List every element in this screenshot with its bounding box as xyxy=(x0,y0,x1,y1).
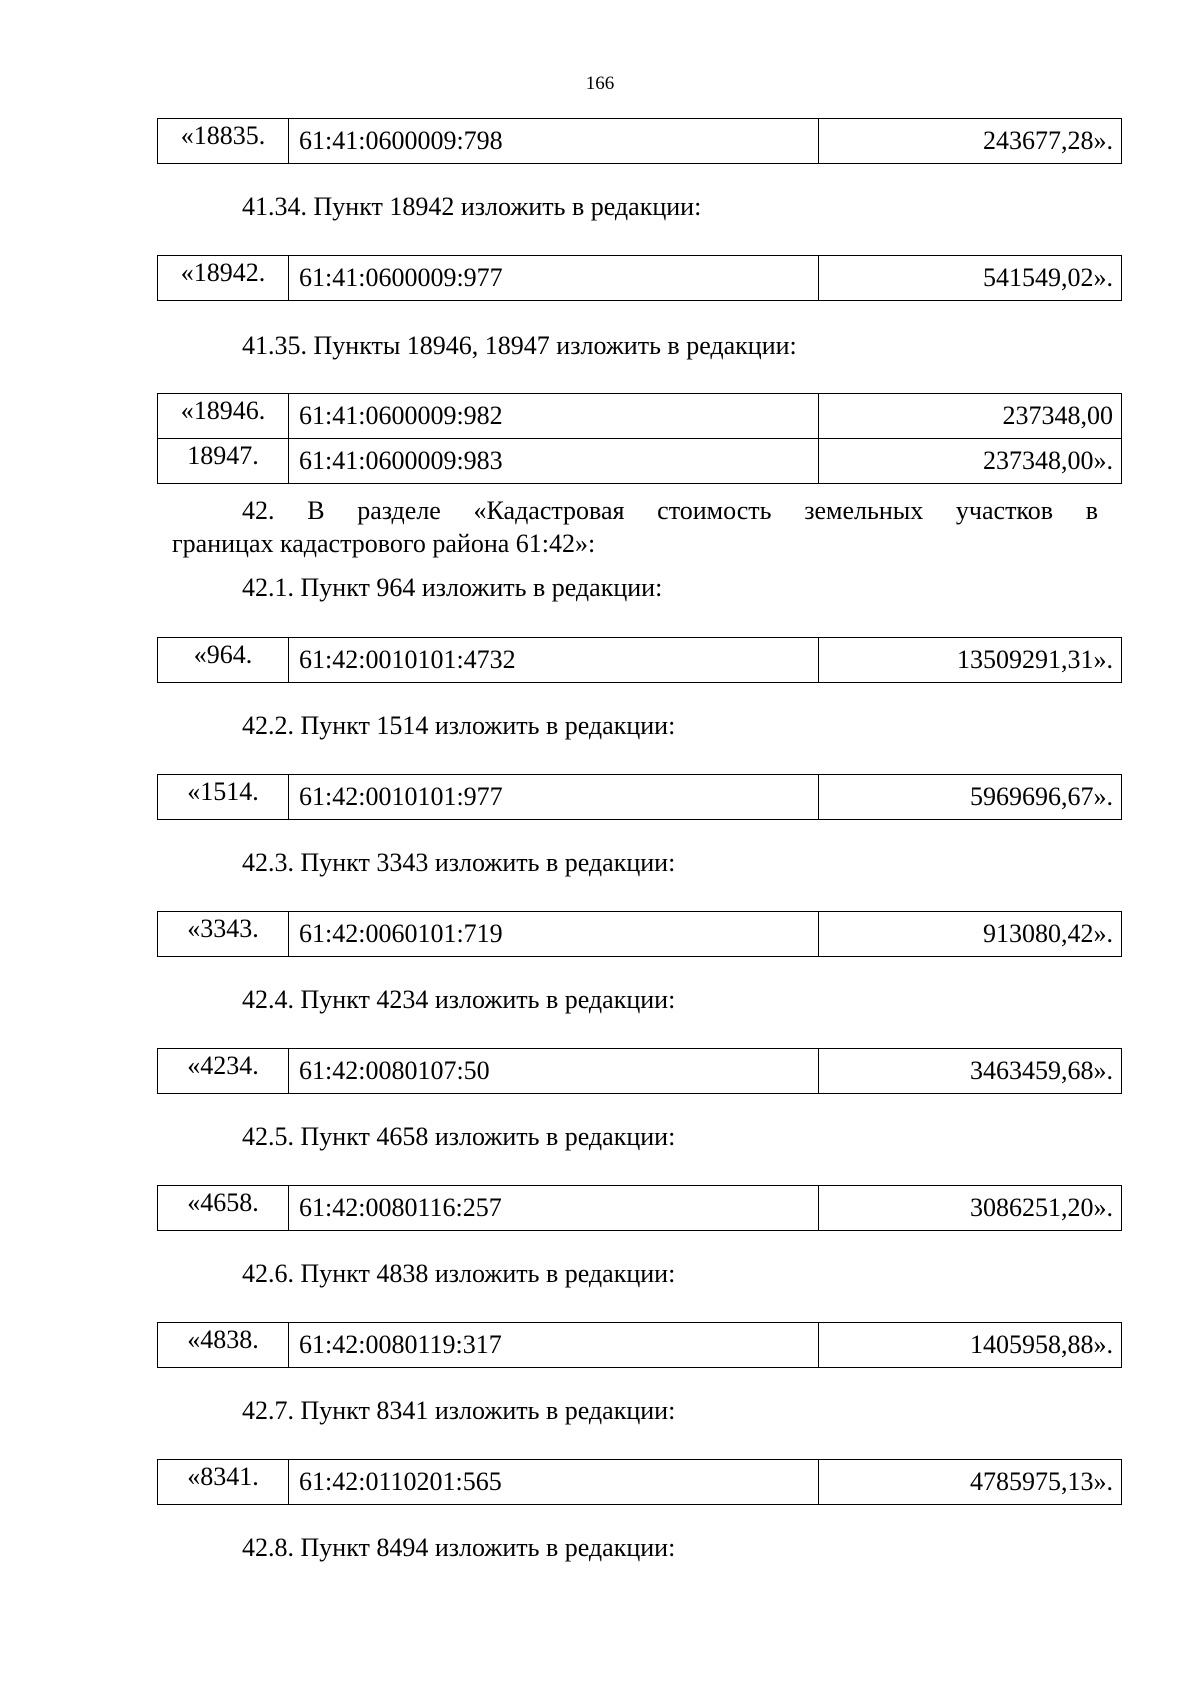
cadastral-number-cell xyxy=(289,256,819,301)
item-number-cell xyxy=(158,1186,289,1231)
cadastral-table xyxy=(157,393,1122,484)
table-row xyxy=(158,394,1122,439)
cadastral-table xyxy=(157,255,1122,301)
cadastral-value-cell xyxy=(819,1049,1122,1094)
cadastral-value-text: 3463459,68». xyxy=(970,1056,1113,1085)
item-number-text: «1514. xyxy=(187,777,259,806)
item-number-cell xyxy=(158,912,289,957)
item-number-cell xyxy=(158,394,289,439)
cadastral-value-text: 913080,42». xyxy=(983,919,1113,948)
item-number-cell xyxy=(158,119,289,164)
item-number-text: «4658. xyxy=(187,1188,259,1217)
cadastral-value-cell xyxy=(819,775,1122,820)
paragraph-text: 42.5. Пункт 4658 изложить в редакции: xyxy=(242,1122,676,1151)
cadastral-number-cell xyxy=(289,638,819,683)
cadastral-value-text: 243677,28». xyxy=(983,126,1113,155)
cadastral-number-text: 61:42:0060101:719 xyxy=(299,919,503,948)
cadastral-value-cell xyxy=(819,1186,1122,1231)
table-row xyxy=(158,1323,1122,1368)
cadastral-table xyxy=(157,911,1122,957)
item-number-text: «18946. xyxy=(180,396,266,425)
cadastral-number-cell xyxy=(289,775,819,820)
cadastral-number-cell xyxy=(289,912,819,957)
cadastral-number-text: 61:42:0010101:977 xyxy=(299,782,503,811)
cadastral-value-cell xyxy=(819,439,1122,484)
paragraph-text: 41.35. Пункты 18946, 18947 изложить в редакции: xyxy=(242,331,797,360)
page-number: 166 xyxy=(585,73,615,94)
cadastral-number-text: 61:42:0010101:4732 xyxy=(299,645,516,674)
paragraph-text: 42.7. Пункт 8341 изложить в редакции: xyxy=(242,1396,676,1425)
cadastral-table xyxy=(157,1322,1122,1368)
table-row xyxy=(158,775,1122,820)
cadastral-value-text: 237348,00». xyxy=(983,446,1113,475)
table-row xyxy=(158,1186,1122,1231)
item-number-text: «18942. xyxy=(180,258,266,287)
paragraph-text: 42.4. Пункт 4234 изложить в редакции: xyxy=(242,985,676,1014)
table-row xyxy=(158,1460,1122,1505)
table-row xyxy=(158,1049,1122,1094)
section-heading-line-1: 42. В разделе «Кадастровая стоимость земельных участков в xyxy=(242,496,1098,525)
cadastral-table xyxy=(157,1048,1122,1094)
cadastral-table xyxy=(157,1459,1122,1505)
cadastral-number-text: 61:41:0600009:983 xyxy=(299,446,503,475)
cadastral-value-text: 237348,00 xyxy=(1002,401,1113,430)
cadastral-table xyxy=(157,774,1122,820)
cadastral-number-cell xyxy=(289,1186,819,1231)
cadastral-table xyxy=(157,1185,1122,1231)
item-number-cell xyxy=(158,775,289,820)
cadastral-value-text: 541549,02». xyxy=(983,263,1113,292)
item-number-text: «3343. xyxy=(187,914,259,943)
cadastral-value-cell xyxy=(819,394,1122,439)
cadastral-number-cell xyxy=(289,1460,819,1505)
cadastral-number-cell xyxy=(289,1323,819,1368)
item-number-text: «4838. xyxy=(187,1325,259,1354)
cadastral-value-cell xyxy=(819,1460,1122,1505)
cadastral-number-cell xyxy=(289,1049,819,1094)
cadastral-value-text: 1405958,88». xyxy=(970,1330,1113,1359)
cadastral-number-text: 61:42:0080119:317 xyxy=(299,1330,502,1359)
cadastral-number-text: 61:41:0600009:982 xyxy=(299,401,503,430)
table-row xyxy=(158,912,1122,957)
item-number-cell xyxy=(158,1460,289,1505)
cadastral-value-cell xyxy=(819,638,1122,683)
cadastral-value-text: 13509291,31». xyxy=(957,645,1113,674)
cadastral-value-text: 5969696,67». xyxy=(970,782,1113,811)
item-number-text: «964. xyxy=(193,640,253,669)
item-number-cell xyxy=(158,439,289,484)
cadastral-value-cell xyxy=(819,256,1122,301)
cadastral-number-cell xyxy=(289,394,819,439)
cadastral-number-text: 61:42:0080116:257 xyxy=(299,1193,502,1222)
item-number-text: «8341. xyxy=(187,1462,259,1491)
cadastral-number-cell xyxy=(289,119,819,164)
cadastral-value-text: 3086251,20». xyxy=(970,1193,1113,1222)
item-number-text: «18835. xyxy=(180,121,266,150)
item-number-cell xyxy=(158,256,289,301)
cadastral-value-text: 4785975,13». xyxy=(970,1467,1113,1496)
section-heading-line-2: границах кадастрового района 61:42»: xyxy=(172,529,596,558)
item-number-cell xyxy=(158,1323,289,1368)
cadastral-number-text: 61:41:0600009:977 xyxy=(299,263,503,292)
paragraph-text: 42.2. Пункт 1514 изложить в редакции: xyxy=(242,711,676,740)
cadastral-value-cell xyxy=(819,912,1122,957)
item-number-cell xyxy=(158,638,289,683)
cadastral-number-text: 61:41:0600009:798 xyxy=(299,126,503,155)
cadastral-table xyxy=(157,637,1122,683)
item-number-text: «4234. xyxy=(187,1051,259,1080)
table-row xyxy=(158,119,1122,164)
paragraph-text: 41.34. Пункт 18942 изложить в редакции: xyxy=(242,192,702,221)
paragraph-text: 42.8. Пункт 8494 изложить в редакции: xyxy=(242,1533,676,1562)
cadastral-number-cell xyxy=(289,439,819,484)
table-row xyxy=(158,439,1122,484)
paragraph-text: 42.3. Пункт 3343 изложить в редакции: xyxy=(242,848,676,877)
item-number-cell xyxy=(158,1049,289,1094)
item-number-text: 18947. xyxy=(187,441,259,470)
cadastral-value-cell xyxy=(819,1323,1122,1368)
paragraph-text: 42.1. Пункт 964 изложить в редакции: xyxy=(242,573,663,602)
cadastral-table xyxy=(157,118,1122,164)
cadastral-value-cell xyxy=(819,119,1122,164)
cadastral-number-text: 61:42:0080107:50 xyxy=(299,1056,490,1085)
paragraph-text: 42.6. Пункт 4838 изложить в редакции: xyxy=(242,1259,676,1288)
table-row xyxy=(158,638,1122,683)
table-row xyxy=(158,256,1122,301)
cadastral-number-text: 61:42:0110201:565 xyxy=(299,1467,502,1496)
